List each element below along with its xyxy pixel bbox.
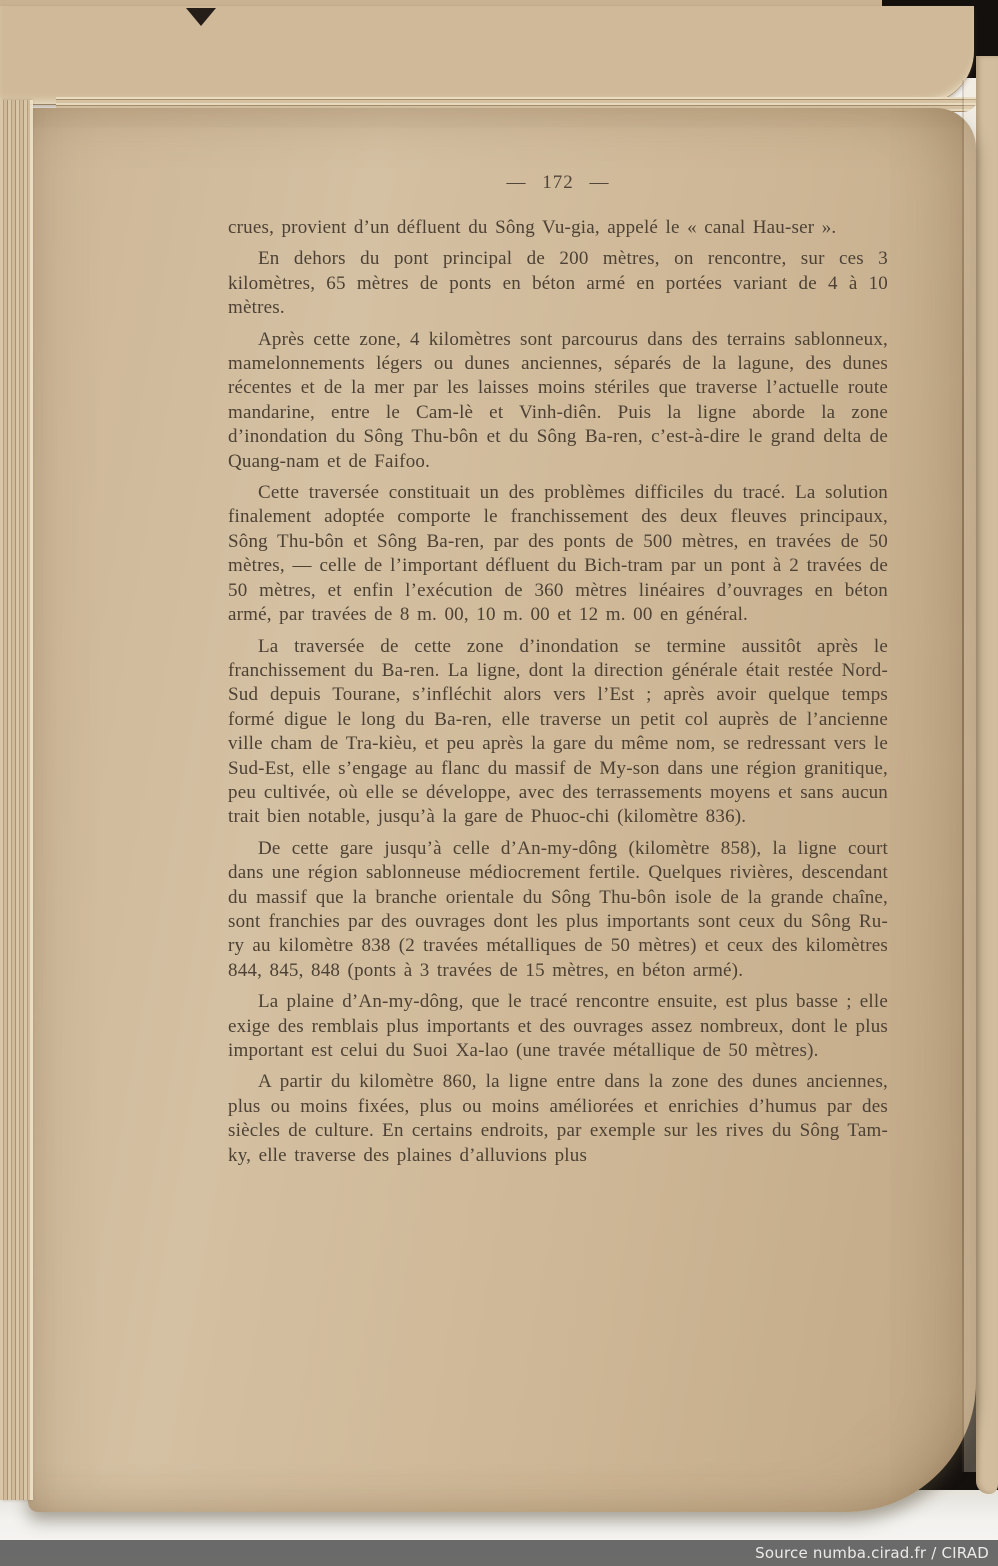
page-edge-top-sheet	[0, 6, 974, 105]
adjacent-page-sliver	[976, 56, 998, 1494]
page-number-header: — 172 —	[506, 172, 610, 193]
paragraph: De cette gare jusqu’à celle d’An-my-dông (kilomètre 858), la ligne court dans une région sablonneuse médiocrement fertile. Quelques rivières, descendant du massif que la branche orientale du Sông Thu-bôn isole de la grande chaîne, sont franchies par des ouvrages dont les plus importants sont ceux du Sông Ru-ry au kilomètre 838 (2 travées métalliques de 50 mètres) et ceux des kilomètres 844, 845, 848 (ponts à 3 travées de 15 mètres, en béton armé).	[228, 837, 888, 981]
torn-notch	[186, 8, 216, 26]
paragraph: A partir du kilomètre 860, la ligne entre dans la zone des dunes anciennes, plus ou moins fixées, plus ou moins améliorées et enrichies d’humus par des siècles de culture. En certains endroits, par exemple sur les rives du Sông Tam-ky, elle traverse des plaines d’alluvions plus	[228, 1071, 888, 1166]
source-watermark-text: Source numba.cirad.fr / CIRAD	[755, 1544, 989, 1562]
page-edges-left	[0, 100, 30, 1500]
paragraph: crues, provient d’un défluent du Sông Vu-gia, appelé le « canal Hau-ser ».	[228, 217, 837, 238]
paragraph: La plaine d’An-my-dông, que le tracé rencontre ensuite, est plus basse ; elle exige des remblais plus importants et des ouvrages assez nombreux, dont le plus important est celui du Suoi Xa-lao (une travée métallique de 50 mètres).	[228, 991, 888, 1061]
page-text-block	[228, 172, 888, 1168]
page-crease	[962, 80, 964, 1472]
source-watermark-bar	[0, 1540, 998, 1566]
paragraph: En dehors du pont principal de 200 mètres, on rencontre, sur ces 3 kilomètres, 65 mètres de ponts en béton armé en portées variant de 4 à 10 mètres.	[228, 248, 888, 319]
paragraph: La traversée de cette zone d’inondation se termine aussitôt après le franchissement du Ba-ren. La ligne, dont la direction générale était restée Nord-Sud depuis Tourane, s’infléchit alors vers l’Est ; après avoir quelque temps formé digue le long du Ba-ren, elle traverse un petit col auprès de l’ancienne ville cham de Tra-kièu, et peu après la gare du même nom, se redressant vers le Sud-Est, elle s’engage au flanc du massif de My-son dans une région granitique, peu cultivée, où elle se développe, avec des terrassements moyens et sans aucun trait bien notable, jusqu’à la gare de Phuoc-chi (kilomètre 836).	[228, 635, 888, 828]
paragraph: Après cette zone, 4 kilomètres sont parcourus dans des terrains sablonneux, mamelonnements légers ou dunes anciennes, séparés de la lagune, des dunes récentes et de la mer par les laisses moins stériles que traverse l’actuelle route mandarine, entre le Cam-lè et Vinh-diên. Puis la ligne aborde la zone d’inondation du Sông Thu-bôn et du Sông Ba-ren, c’est-à-dire le grand delta de Quang-nam et de Faifoo.	[228, 328, 888, 472]
paragraph: Cette traversée constituait un des problèmes difficiles du tracé. La solution finalement adoptée comporte le franchissement des deux fleuves principaux, Sông Thu-bôn et Sông Ba-ren, par des ponts de 500 mètres, en travées de 50 mètres, — celle de l’important défluent du Bich-tram par un pont à 2 travées de 50 mètres, et enfin l’exécution de 360 mètres linéaires d’ouvrages en béton armé, par travées de 8 m. 00, 10 m. 00 et 12 m. 00 en général.	[228, 482, 888, 626]
